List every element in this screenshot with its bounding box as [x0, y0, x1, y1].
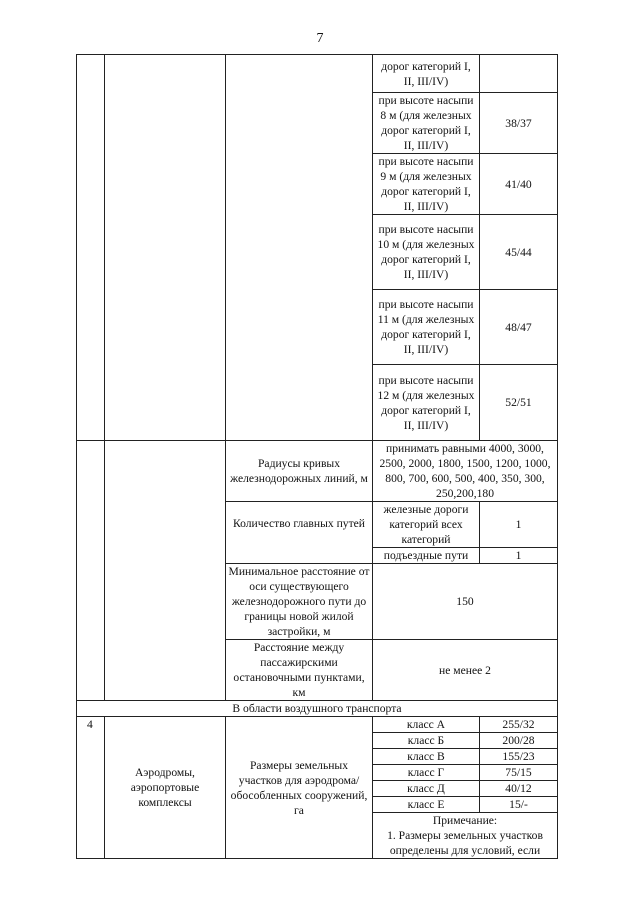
cell-condition: при высоте насыпи 10 м (для железных дорог категорий I, II, III/IV) [373, 215, 480, 290]
note-title: Примечание: [432, 814, 498, 827]
cell-value: 41/40 [480, 154, 558, 215]
table-row [77, 717, 558, 733]
curve-radii-value: принимать равными 4000, 3000, 2500, 2000, 1800, 1500, 1200, 1000, 800, 700, 600, 500, 400, 350, 300, 250,200,180 [373, 441, 558, 502]
row-number: 4 [77, 717, 105, 859]
table-row [77, 441, 558, 502]
cell-class: класс В [373, 749, 480, 765]
cell-value: 1 [480, 548, 558, 564]
cell-number [77, 55, 105, 441]
cell-condition: подъездные пути [373, 548, 480, 564]
cell-object [105, 55, 226, 441]
cell-value: 255/32 [480, 717, 558, 733]
cell-value: 38/37 [480, 93, 558, 154]
note-text: 1. Размеры земельных участков определены для условий, если [387, 829, 543, 857]
table-row [77, 701, 558, 717]
cell-class: класс Е [373, 797, 480, 813]
stop-distance-value: не менее 2 [373, 640, 558, 701]
cell-value [480, 55, 558, 93]
section-header-air: В области воздушного транспорта [77, 701, 558, 717]
airfield-object: Аэродромы, аэропортовые комплексы [105, 717, 226, 859]
cell-value: 1 [480, 502, 558, 548]
cell-condition: при высоте насыпи 11 м (для железных дорог категорий I, II, III/IV) [373, 290, 480, 365]
cell-class: класс А [373, 717, 480, 733]
cell-condition: дорог категорий I, II, III/IV) [373, 55, 480, 93]
cell-value: 200/28 [480, 733, 558, 749]
min-distance-label: Минимальное расстояние от оси существующего железнодорожного пути до границы новой жилой застройки, м [226, 564, 373, 640]
cell-value: 75/15 [480, 765, 558, 781]
norms-table [76, 54, 558, 859]
cell-indicator [226, 55, 373, 441]
cell-value: 15/- [480, 797, 558, 813]
cell-value: 52/51 [480, 365, 558, 441]
cell-number [77, 441, 105, 701]
curve-radii-label: Радиусы кривых железнодорожных линий, м [226, 441, 373, 502]
cell-condition: при высоте насыпи 9 м (для железных дорог категорий I, II, III/IV) [373, 154, 480, 215]
cell-class: класс Б [373, 733, 480, 749]
airfield-indicator: Размеры земельных участков для аэродрома/обособленных сооружений, га [226, 717, 373, 859]
cell-class: класс Г [373, 765, 480, 781]
cell-value: 40/12 [480, 781, 558, 797]
cell-class: класс Д [373, 781, 480, 797]
cell-value: 48/47 [480, 290, 558, 365]
cell-value: 45/44 [480, 215, 558, 290]
min-distance-value: 150 [373, 564, 558, 640]
table-row [77, 55, 558, 93]
page-number: 7 [316, 31, 324, 46]
cell-object [105, 441, 226, 701]
stop-distance-label: Расстояние между пассажирскими остановочными пунктами, км [226, 640, 373, 701]
cell-condition: при высоте насыпи 8 м (для железных дорог категорий I, II, III/IV) [373, 93, 480, 154]
note-cell [373, 813, 558, 859]
main-tracks-label: Количество главных путей [226, 502, 373, 564]
cell-value: 155/23 [480, 749, 558, 765]
cell-condition: при высоте насыпи 12 м (для железных дорог категорий I, II, III/IV) [373, 365, 480, 441]
cell-condition: железные дороги категорий всех категорий [373, 502, 480, 548]
